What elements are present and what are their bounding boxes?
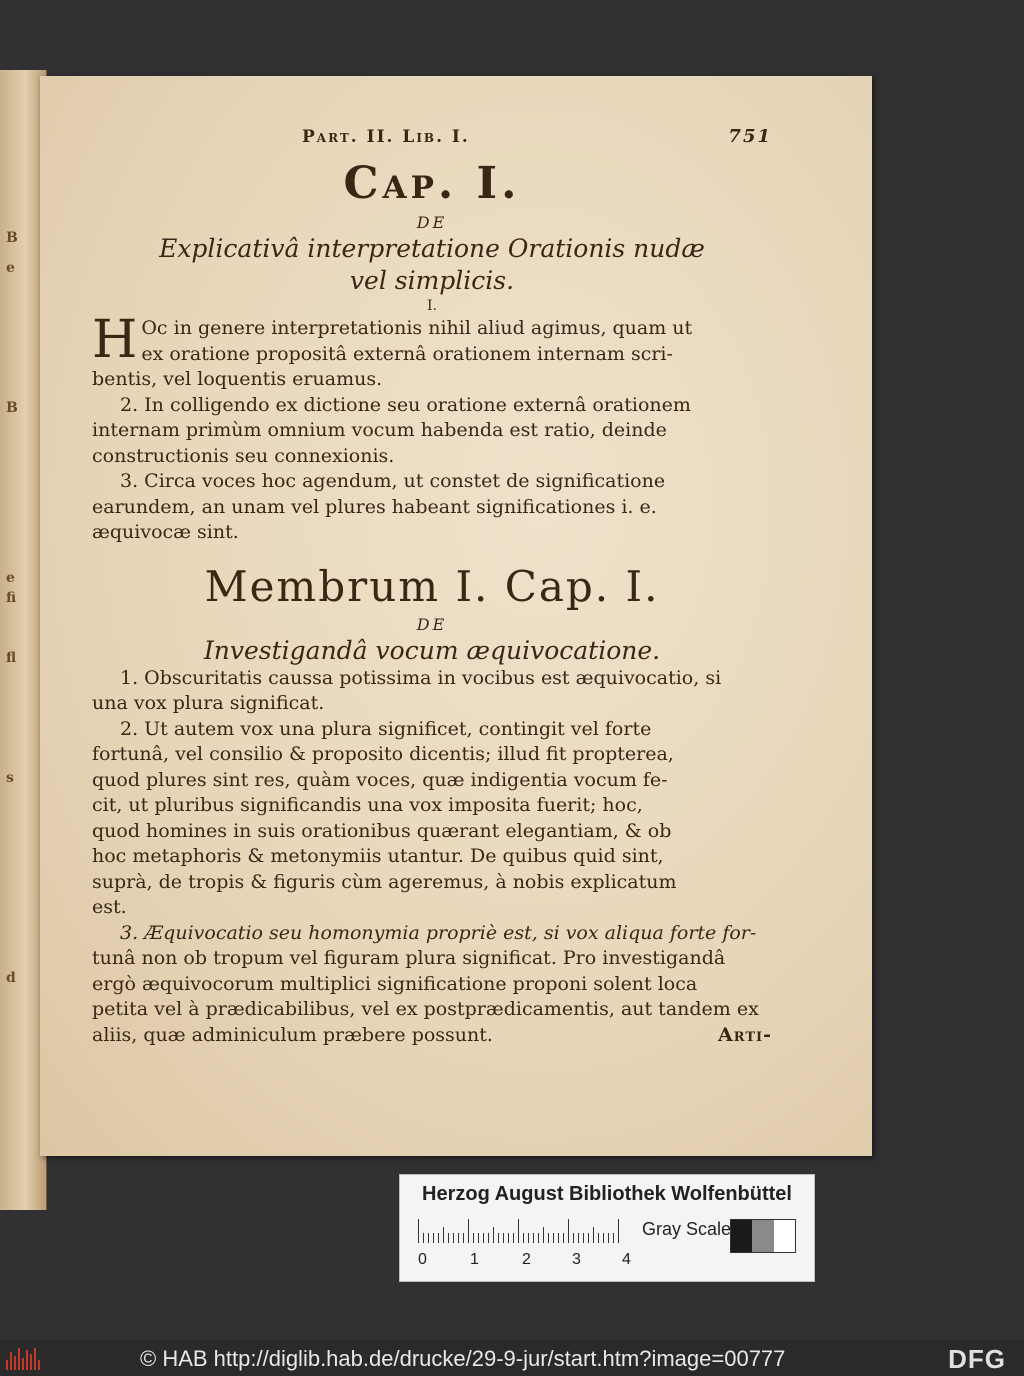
logo-bar: [18, 1348, 20, 1370]
ruler-tick: [573, 1233, 574, 1243]
running-head: Part. II. Lib. I.: [302, 127, 470, 147]
text-line: constructionis seu connexionis.: [92, 444, 395, 467]
logo-bar: [26, 1350, 28, 1370]
membrum-subtitle: Investigandâ vocum æquivocatione.: [203, 635, 661, 665]
de-label: DE: [416, 614, 448, 634]
text-line: 1. Obscuritatis caussa potissima in vocibus est æquivocatio, si: [120, 666, 722, 689]
ruler-tick: [608, 1233, 609, 1243]
dfg-logo: DFG: [948, 1344, 1006, 1374]
ruler-tick: [483, 1233, 484, 1243]
ruler-tick: [498, 1233, 499, 1243]
ruler-number: 1: [470, 1251, 479, 1268]
text-line: 2. In colligendo ex dictione seu oratione externâ orationem: [120, 393, 691, 416]
library-name: Herzog August Bibliothek Wolfenbüttel: [422, 1183, 792, 1205]
ruler-tick: [448, 1233, 449, 1243]
page-content: [92, 126, 772, 1048]
ruler-number: 4: [622, 1251, 631, 1268]
paragraph-3: [92, 469, 772, 546]
logo-bar: [22, 1358, 24, 1370]
text-line: earundem, an unam vel plures habeant significationes i. e.: [92, 495, 657, 518]
ruler-tick: [593, 1227, 594, 1243]
membrum-paragraph-1: [92, 666, 772, 717]
page-header: [92, 126, 772, 154]
text-line: fortunâ, vel consilio & proposito dicentis; illud fit propterea,: [92, 743, 674, 765]
ruler-tick: [563, 1233, 564, 1243]
ruler-tick: [558, 1233, 559, 1243]
ruler-tick: [443, 1227, 444, 1243]
swatch-white: [774, 1220, 795, 1252]
ruler-tick: [538, 1233, 539, 1243]
color-reference-card: [399, 1174, 815, 1282]
text-line: 3. Circa voces hoc agendum, ut constet de significatione: [120, 470, 666, 492]
ruler-tick: [503, 1233, 504, 1243]
text-line: quod homines in suis orationibus quærant elegantiam, & ob: [92, 819, 672, 842]
scale-ruler: [418, 1217, 628, 1243]
book-page: [40, 76, 872, 1156]
ruler-tick: [618, 1219, 619, 1243]
text-line: quod plures sint res, quàm voces, quæ indigentia vocum fe-: [92, 768, 668, 791]
text-line: hoc metaphoris & metonymiis utantur. De quibus quid sint,: [92, 845, 664, 867]
text-line: petita vel à prædicabilibus, vel ex postprædicamentis, aut tandem ex: [92, 998, 759, 1020]
hab-logo-icon: [6, 1348, 40, 1370]
ruler-tick: [523, 1233, 524, 1243]
text-line: est.: [92, 896, 127, 918]
ruler-tick: [473, 1233, 474, 1243]
paragraph-1: [92, 310, 772, 393]
text-line: 3. Æquivocatio seu homonymia propriè est, si vox aliqua forte for-: [120, 921, 757, 944]
text-line: una vox plura significat.: [92, 692, 325, 714]
membrum-paragraph-2: [92, 717, 772, 921]
ruler-tick: [533, 1233, 534, 1243]
ruler-number: 0: [418, 1251, 427, 1268]
ruler-tick: [598, 1233, 599, 1243]
logo-bar: [14, 1356, 16, 1370]
ruler-tick: [438, 1233, 439, 1243]
ruler-tick: [513, 1233, 514, 1243]
text-line: cit, ut pluribus significandis una vox imposita fuerit; hoc,: [92, 794, 643, 816]
catchword: Arti-: [718, 1023, 772, 1046]
text-line: tunâ non ob tropum vel figuram plura significat. Pro investigandâ: [92, 947, 726, 969]
ruler-tick: [588, 1233, 589, 1243]
text-line: suprà, de tropis & figuris cùm ageremus, à nobis explicatum: [92, 870, 677, 893]
swatch-black: [731, 1220, 752, 1252]
ruler-number: 2: [522, 1251, 531, 1268]
text-line: bentis, vel loquentis eruamus.: [92, 368, 383, 390]
drop-cap: H: [92, 310, 138, 370]
folio-number: 751: [728, 126, 772, 147]
logo-bar: [34, 1348, 36, 1370]
ruler-tick: [423, 1233, 424, 1243]
ruler-tick: [583, 1233, 584, 1243]
ruler-tick: [548, 1233, 549, 1243]
ruler-tick: [428, 1233, 429, 1243]
ruler-tick: [578, 1233, 579, 1243]
ruler-tick: [553, 1233, 554, 1243]
gray-scale-label: Gray Scale: [642, 1219, 732, 1239]
ruler-tick: [458, 1233, 459, 1243]
ruler-tick: [488, 1233, 489, 1243]
text-line: Oc in genere interpretationis nihil aliud agimus, quam ut: [141, 317, 693, 339]
ruler-tick: [478, 1233, 479, 1243]
copyright-url[interactable]: © HAB http://diglib.hab.de/drucke/29-9-jur/start.htm?image=00777: [140, 1346, 786, 1371]
chapter-title: Cap. I.: [343, 158, 521, 209]
logo-bar: [6, 1360, 8, 1370]
footer-bar: [0, 1340, 1024, 1376]
chapter-subtitle-line-1: Explicativâ interpretatione Orationis nudæ: [159, 234, 705, 263]
ruler-tick: [613, 1233, 614, 1243]
ruler-tick: [418, 1219, 419, 1243]
ruler-number: 3: [572, 1251, 581, 1268]
ruler-tick: [603, 1233, 604, 1243]
previous-page-edge: B e B e fi fl s d: [0, 70, 47, 1210]
ruler-tick: [463, 1233, 464, 1243]
section-number: I.: [427, 298, 437, 314]
logo-bar: [30, 1354, 32, 1370]
text-line: ex oratione propositâ externâ orationem internam scri-: [141, 342, 673, 365]
de-label: DE: [416, 213, 448, 232]
membrum-paragraph-3: [92, 921, 772, 1049]
ruler-tick: [453, 1233, 454, 1243]
text-line: aliis, quæ adminiculum præbere possunt.: [92, 1023, 493, 1046]
chapter-subtitle-line-2: vel simplicis.: [349, 266, 515, 295]
paragraph-2: [92, 393, 772, 470]
gray-scale-swatches: [730, 1219, 796, 1253]
text-line: internam primùm omnium vocum habenda est ratio, deinde: [92, 419, 667, 441]
ruler-tick: [568, 1219, 569, 1243]
ruler-tick: [468, 1219, 469, 1243]
ruler-tick: [433, 1233, 434, 1243]
text-line: æquivocæ sint.: [92, 521, 239, 543]
ruler-tick: [528, 1233, 529, 1243]
swatch-gray: [752, 1220, 773, 1252]
logo-bar: [38, 1360, 40, 1370]
text-line: ergò æquivocorum multiplici significatione proponi solent loca: [92, 972, 698, 995]
last-line: [92, 1023, 772, 1049]
ruler-tick: [493, 1227, 494, 1243]
ruler-tick: [543, 1227, 544, 1243]
membrum-title: Membrum I. Cap. I.: [204, 561, 660, 611]
text-line: 2. Ut autem vox una plura significet, contingit vel forte: [120, 717, 652, 740]
ruler-tick: [518, 1219, 519, 1243]
ruler-tick: [508, 1233, 509, 1243]
logo-bar: [10, 1352, 12, 1370]
